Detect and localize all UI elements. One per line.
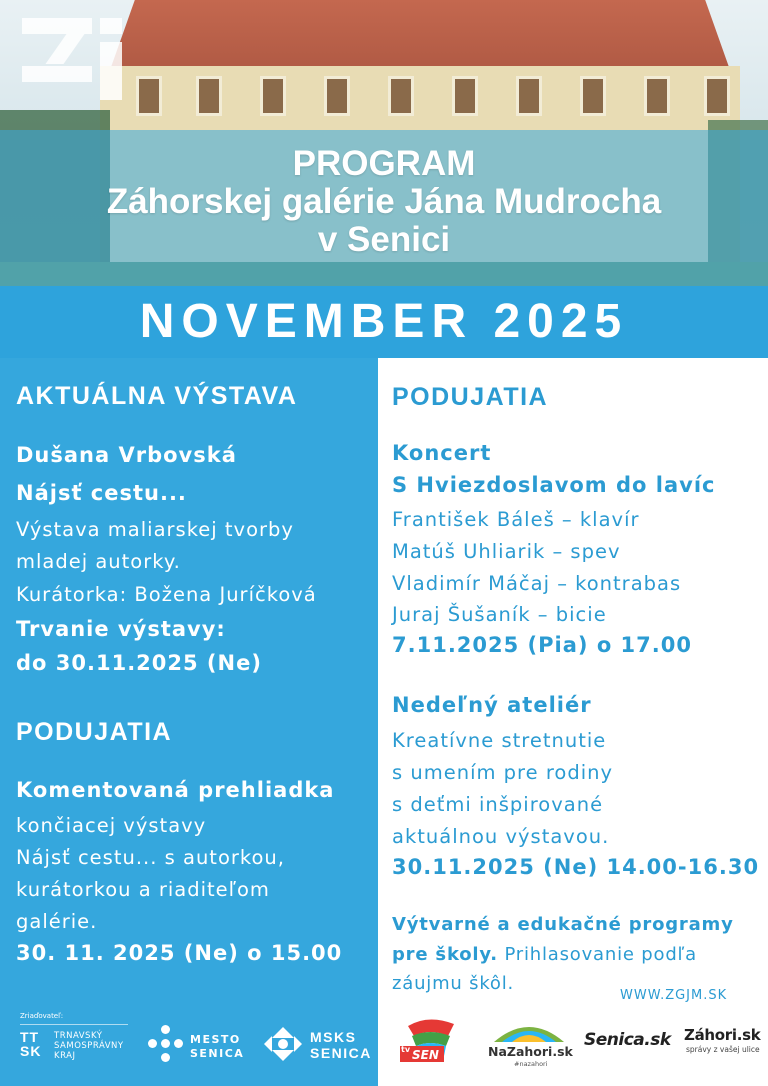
ttsk-mark-top: TT: [20, 1029, 40, 1045]
title-line-1: PROGRAM: [292, 144, 476, 183]
window: [260, 76, 286, 116]
atelier-date: 30.11.2025 (Ne) 14.00-16.30: [392, 855, 760, 879]
events-heading-right: PODUJATIA: [392, 383, 549, 411]
exhibit-description: mladej autorky.: [16, 550, 181, 573]
atelier-description: aktuálnou výstavou.: [392, 825, 610, 848]
atelier-description: Kreatívne stretnutie: [392, 729, 607, 752]
exhibit-title: Nájsť cestu...: [16, 481, 187, 505]
window: [704, 76, 730, 116]
exhibit-heading: AKTUÁLNA VÝSTAVA: [16, 382, 298, 410]
month-banner: NOVEMBER 2025: [0, 286, 768, 358]
window: [196, 76, 222, 116]
msks-line: MSKS: [310, 1029, 357, 1045]
window: [452, 76, 478, 116]
msks-diamond-icon: [264, 1027, 302, 1061]
divider: [20, 1024, 128, 1025]
schools-registration: Prihlasovanie podľa: [504, 944, 697, 965]
window: [388, 76, 414, 116]
ttsk-name-line: TRNAVSKÝ: [54, 1031, 103, 1041]
tv-sen-tv: tv: [401, 1045, 411, 1054]
ttsk-name: [54, 1031, 124, 1061]
ttsk-logo: [20, 1029, 124, 1061]
mesto-line: SENICA: [190, 1047, 245, 1060]
tour-title: Komentovaná prehliadka: [16, 778, 335, 802]
ttsk-name-line: SAMOSPRÁVNY: [54, 1041, 124, 1051]
artist-name: Dušana Vrbovská: [16, 443, 237, 467]
building-roof: [110, 0, 730, 70]
zahori-sk-logo: [684, 1018, 760, 1054]
tour-description: kurátorkou a riaditeľom: [16, 878, 270, 901]
tour-description: končiacej výstavy: [16, 814, 207, 837]
gallery-logo: [22, 18, 124, 100]
concert-title: S Hviezdoslavom do lavíc: [392, 473, 716, 497]
schools-registration: záujmu škôl.: [392, 973, 515, 994]
senica-sk-logo: [584, 1018, 671, 1054]
performer: František Báleš – klavír: [392, 508, 640, 531]
performer: Juraj Šušaník – bicie: [392, 603, 607, 626]
curator: Kurátorka: Božena Juríčková: [16, 583, 317, 606]
schools-program-title: Výtvarné a edukačné programy: [392, 914, 734, 935]
title-line-2: Záhorskej galérie Jána Mudrocha: [106, 182, 662, 221]
window: [580, 76, 606, 116]
nazahori-logo: [486, 1018, 572, 1070]
schools-program-line: [392, 944, 697, 965]
atelier-description: s umením pre rodiny: [392, 761, 614, 784]
window: [516, 76, 542, 116]
ttsk-mark-bottom: SK: [20, 1043, 42, 1059]
tour-date: 30. 11. 2025 (Ne) o 15.00: [16, 941, 343, 965]
atelier-description: s deťmi inšpirované: [392, 793, 604, 816]
nazahori-wave-icon: [486, 1018, 572, 1044]
mesto-text: [190, 1033, 244, 1061]
msks-text: [310, 1029, 372, 1061]
performer: Vladimír Máčaj – kontrabas: [392, 572, 682, 595]
mesto-dots-icon: [148, 1025, 182, 1063]
window: [136, 76, 162, 116]
senica-sk-text: Senica.sk: [584, 1030, 671, 1050]
tour-description: Nájsť cestu... s autorkou,: [16, 846, 285, 869]
title-line-3: v Senici: [317, 220, 451, 259]
ttsk-name-line: KRAJ: [54, 1051, 76, 1061]
nazahori-text: NaZahori.sk: [488, 1044, 573, 1059]
msks-line: SENICA: [310, 1045, 372, 1061]
nazahori-sub: #nazahori: [514, 1060, 548, 1068]
duration-value: do 30.11.2025 (Ne): [16, 651, 262, 675]
zahori-sk-text: Záhori.sk: [684, 1026, 761, 1044]
tour-description: galérie.: [16, 910, 98, 933]
window: [644, 76, 670, 116]
performer: Matúš Uhliarik – spev: [392, 540, 621, 563]
events-heading-left: PODUJATIA: [16, 718, 173, 746]
window: [324, 76, 350, 116]
zahori-sk-sub: správy z vašej ulice: [686, 1045, 760, 1054]
atelier-title: Nedeľný ateliér: [392, 693, 592, 717]
program-title: [0, 145, 768, 259]
exhibit-description: Výstava maliarskej tvorby: [16, 518, 294, 541]
website-link[interactable]: WWW.ZGJM.SK: [620, 988, 728, 1003]
mesto-line: MESTO: [190, 1033, 241, 1046]
founder-label: Zriaďovateľ:: [20, 1012, 64, 1020]
schools-program-title: pre školy.: [392, 944, 498, 965]
concert-date: 7.11.2025 (Pia) o 17.00: [392, 633, 692, 657]
concert-label: Koncert: [392, 441, 492, 465]
duration-label: Trvanie výstavy:: [16, 617, 226, 641]
header-photo: [0, 0, 768, 286]
tv-sen-text: SEN: [412, 1048, 439, 1062]
tv-sen-logo: [398, 1018, 462, 1064]
